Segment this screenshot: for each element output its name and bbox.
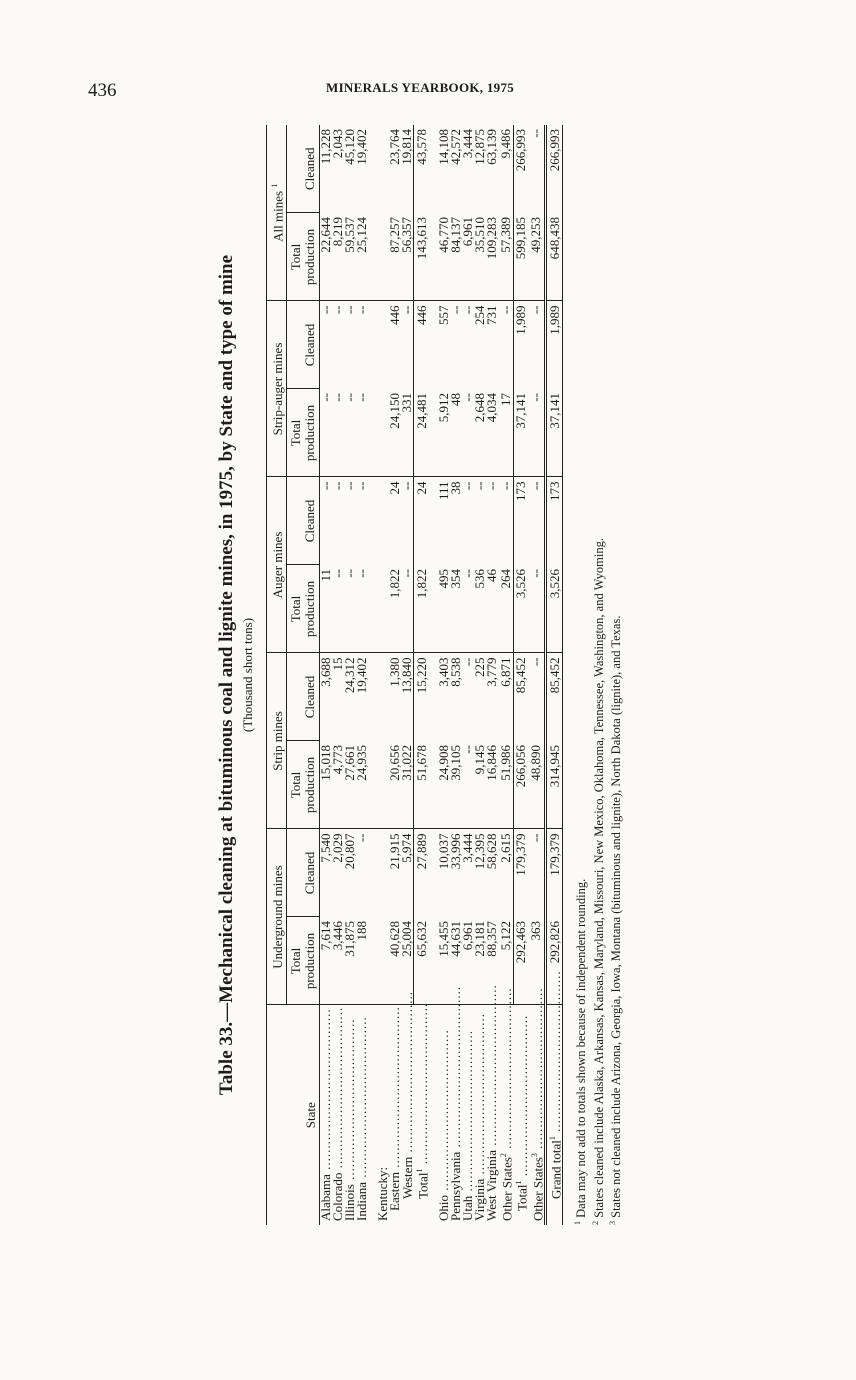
table-title: Table 33.—Mechanical cleaning at bituminous coal and lignite mines, in 1975, by State and type of mine [216, 254, 237, 1096]
table-cell: 354 [450, 565, 462, 653]
table-cell: 266,993 [513, 125, 528, 213]
table-cell: 2,648 [474, 389, 486, 477]
table-cell: 173 [546, 477, 563, 565]
table-cell: 3,688 [318, 657, 334, 687]
table-cell: -- [354, 833, 370, 843]
table-cell: 19,814 [399, 129, 415, 165]
table-cell: 599,185 [513, 213, 528, 301]
table-cell: 16,846 [486, 741, 498, 829]
table-row [513, 125, 528, 1225]
table-cell: 14,108 [436, 129, 452, 165]
table-cell: 446 [414, 301, 429, 389]
state-label: Total$^1$ ..... [513, 1005, 528, 1225]
state-label: Indiana ..... [356, 1005, 368, 1225]
table-cell: 7,614 [320, 917, 333, 1005]
table-cell: -- [528, 305, 544, 315]
table-cell: -- [460, 481, 476, 491]
table-cell: 25,124 [356, 213, 368, 301]
table-cell: 536 [474, 565, 486, 653]
table-cell: -- [401, 565, 414, 653]
state-label: Kentucky: [375, 1166, 391, 1221]
table-cell: 49,253 [529, 213, 546, 301]
table-cell: 495 [438, 565, 450, 653]
col-cleaned: Cleaned [287, 653, 320, 741]
rotated-table-block [215, 125, 635, 1225]
table-cell: 27,661 [344, 741, 356, 829]
table-cell: 20,807 [342, 833, 358, 870]
table-cell: -- [342, 481, 358, 491]
table-cell: 15,018 [320, 741, 333, 829]
table-cell: 48 [450, 389, 462, 477]
col-cleaned: Cleaned [287, 829, 320, 917]
table-cell: 42,572 [448, 129, 464, 165]
table-cell: 731 [484, 305, 500, 325]
table-cell: 264 [498, 565, 513, 653]
table-cell: 45,120 [342, 129, 358, 165]
table-cell: 179,379 [546, 829, 563, 917]
table-cell: 331 [401, 389, 414, 477]
table-cell: 15,220 [414, 653, 429, 741]
col-total-production: Total production [287, 565, 320, 653]
table-cell: 3,526 [546, 565, 563, 653]
table-cell: 31,022 [401, 741, 414, 829]
table-cell: 85,452 [546, 653, 563, 741]
table-cell: -- [462, 565, 474, 653]
state-label: Virginia ..... [474, 1005, 486, 1225]
table-cell: 15 [330, 657, 346, 671]
table-cell: 7,540 [318, 833, 334, 863]
table-cell: -- [318, 481, 334, 491]
table-cell: 2,615 [497, 833, 513, 863]
table-cell: 188 [356, 917, 368, 1005]
group-header-strip: Strip mines [267, 653, 287, 829]
table-cell: 446 [387, 305, 403, 325]
table-cell: 4,773 [332, 741, 344, 829]
footnote: $^1$ Data may not add to totals shown because of independent rounding. [573, 878, 589, 1225]
col-total-production: Total production [287, 213, 320, 301]
table-cell: 648,438 [546, 213, 563, 301]
table-cell: -- [497, 305, 513, 315]
table-cell: 143,613 [414, 213, 429, 301]
table-cell: 24,935 [356, 741, 368, 829]
table-cell: 51,678 [414, 741, 429, 829]
state-label: Total$^1$ ..... [414, 1005, 429, 1225]
table-cell: 24 [414, 477, 429, 565]
table-cell: 6,961 [462, 917, 474, 1005]
state-label: Eastern ..... [389, 1005, 401, 1225]
table-cell: 17 [498, 389, 513, 477]
table-cell: -- [330, 305, 346, 315]
table-row [546, 125, 563, 1225]
table-cell: -- [356, 389, 368, 477]
table-cell: 46 [486, 565, 498, 653]
table-cell: 48,890 [529, 741, 546, 829]
table-cell: -- [462, 389, 474, 477]
col-cleaned: Cleaned [287, 477, 320, 565]
table-cell: -- [528, 481, 544, 491]
table-cell: 39,105 [450, 741, 462, 829]
table-cell: -- [330, 481, 346, 491]
table-cell: -- [472, 481, 488, 491]
table-cell: 3,446 [332, 917, 344, 1005]
table-cell: 24,481 [414, 389, 429, 477]
table-cell: 225 [472, 657, 488, 677]
state-label: Illinois ..... [344, 1005, 356, 1225]
running-head: MINERALS YEARBOOK, 1975 [326, 80, 515, 95]
table-cell: 3,444 [460, 833, 476, 863]
table-cell: 24,150 [389, 389, 401, 477]
table-row [486, 125, 498, 1225]
table-cell: 3,526 [513, 565, 528, 653]
table-cell: 12,395 [472, 833, 488, 870]
table-cell: 65,632 [414, 917, 429, 1005]
table-cell: -- [528, 657, 544, 667]
table-cell: 37,141 [513, 389, 528, 477]
table-cell: 292,463 [513, 917, 528, 1005]
table-cell: 38 [448, 481, 464, 495]
table-cell: 10,037 [436, 833, 452, 870]
table-cell: 12,875 [472, 129, 488, 165]
table-cell: 314,945 [546, 741, 563, 829]
table-cell: 254 [472, 305, 488, 325]
table-cell: 57,389 [498, 213, 513, 301]
table-cell: 13,840 [399, 657, 415, 694]
table-cell: 557 [436, 305, 452, 325]
table-cell: 111 [436, 481, 452, 501]
col-cleaned: Cleaned [287, 125, 320, 213]
table-cell: 179,379 [513, 829, 528, 917]
state-label: Other States$^2$ ..... [498, 1005, 513, 1225]
table-cell: 6,871 [497, 657, 513, 687]
table-cell: 24 [387, 481, 403, 495]
table-cell: -- [342, 305, 358, 315]
table-row [356, 125, 368, 1225]
state-label: Alabama ..... [320, 1005, 333, 1225]
state-label: Western ..... [401, 1005, 414, 1225]
table-cell: 85,452 [513, 653, 528, 741]
col-total-production: Total production [287, 741, 320, 829]
state-label: Colorado ..... [332, 1005, 344, 1225]
table-cell: 292,826 [546, 917, 563, 1005]
table-cell: 24,312 [342, 657, 358, 694]
table-cell: 2,043 [330, 129, 346, 159]
table-cell: 58,628 [484, 833, 500, 870]
table-cell: -- [354, 305, 370, 315]
table-cell: 59,537 [344, 213, 356, 301]
table-cell: 20,656 [389, 741, 401, 829]
table-cell: 5,122 [498, 917, 513, 1005]
table-cell: 22,644 [320, 213, 333, 301]
footnote: $^3$ States not cleaned include Arizona, Georgia, Iowa, Montana (bituminous and lignite), North Dakota (lignite), and Texas. [607, 615, 623, 1225]
table-cell: 4,034 [486, 389, 498, 477]
state-label: Utah ..... [462, 1005, 474, 1225]
table-cell: -- [529, 389, 546, 477]
group-header-all-mines-label: All mines [270, 190, 286, 242]
table-cell: 8,219 [332, 213, 344, 301]
table-cell: 11 [320, 565, 333, 653]
table-cell: -- [318, 305, 334, 315]
table-cell: -- [497, 481, 513, 491]
table-cell: 109,283 [486, 213, 498, 301]
table-cell: 5,912 [438, 389, 450, 477]
table-cell: 1,989 [513, 301, 528, 389]
table-cell: -- [448, 305, 464, 315]
table-row [414, 125, 429, 1225]
table-cell: 266,993 [546, 125, 563, 213]
group-header-auger: Auger mines [267, 477, 287, 653]
table-cell: 88,357 [486, 917, 498, 1005]
table-cell: 23,181 [474, 917, 486, 1005]
table-cell: 46,770 [438, 213, 450, 301]
state-label: Other States$^3$ ..... [529, 1005, 546, 1225]
table-cell: -- [354, 481, 370, 491]
table-cell: 8,538 [448, 657, 464, 687]
table-cell: 44,631 [450, 917, 462, 1005]
state-label: Grand total$^1$ ..... [546, 1005, 563, 1225]
footnote-mark: 1 [270, 183, 279, 188]
table-cell: 1,989 [546, 301, 563, 389]
table-cell: 21,915 [387, 833, 403, 870]
table-cell: 9,486 [497, 129, 513, 159]
table-cell: -- [462, 741, 474, 829]
table-cell: -- [320, 389, 333, 477]
table-cell: 87,257 [389, 213, 401, 301]
table-cell: 19,402 [354, 657, 370, 694]
page-number: 436 [88, 80, 117, 101]
state-label: Pennsylvania ..... [450, 1005, 462, 1225]
col-total-production: Total production [287, 389, 320, 477]
table-cell: 363 [529, 917, 546, 1005]
col-cleaned: Cleaned [287, 301, 320, 389]
table-cell: 27,889 [414, 829, 429, 917]
table-cell: -- [332, 565, 344, 653]
footnote: $^2$ States cleaned include Alaska, Arkansas, Kansas, Maryland, Missouri, New Mexico, Oklahoma, Tennessee, Washington, and Wyoming. [590, 538, 606, 1225]
table-row [498, 125, 513, 1225]
table-cell: -- [344, 565, 356, 653]
coal-cleaning-table [266, 125, 563, 1225]
table-cell: -- [528, 833, 544, 843]
table-row [401, 125, 414, 1225]
group-header-strip-auger: Strip-auger mines [267, 301, 287, 477]
table-cell: 2,029 [330, 833, 346, 863]
table-cell: 173 [513, 477, 528, 565]
table-cell: 15,455 [438, 917, 450, 1005]
table-cell: 5,974 [399, 833, 415, 863]
table-cell: 1,380 [387, 657, 403, 687]
col-total-production: Total production [287, 917, 320, 1005]
table-cell: 84,137 [450, 213, 462, 301]
state-label: Ohio ..... [438, 1005, 450, 1225]
table-cell: 1,822 [389, 565, 401, 653]
table-cell: -- [484, 481, 500, 491]
table-cell: 3,444 [460, 129, 476, 159]
table-row [529, 125, 546, 1225]
table-cell: 31,875 [344, 917, 356, 1005]
table-cell: 23,764 [387, 129, 403, 165]
table-cell: 266,056 [513, 741, 528, 829]
table-cell: 40,628 [389, 917, 401, 1005]
footnotes [571, 125, 622, 1225]
table-cell: -- [460, 657, 476, 667]
table-cell: 43,578 [414, 125, 429, 213]
table-subtitle: (Thousand short tons) [240, 617, 255, 733]
group-header-all-mines [267, 125, 287, 301]
table-cell: 35,510 [474, 213, 486, 301]
table-cell: 37,141 [546, 389, 563, 477]
state-label: West Virginia ..... [486, 1005, 498, 1225]
table-cell: 6,961 [462, 213, 474, 301]
table-cell: -- [529, 565, 546, 653]
table-cell: 19,402 [354, 129, 370, 165]
table-cell: 51,986 [498, 741, 513, 829]
table-cell: 3,779 [484, 657, 500, 687]
state-column-header: State [267, 1005, 320, 1225]
table-cell: -- [332, 389, 344, 477]
table-cell: -- [356, 565, 368, 653]
table-cell: 11,228 [318, 129, 334, 165]
table-cell: -- [399, 305, 415, 315]
table-cell: -- [528, 129, 544, 138]
table-cell: -- [460, 305, 476, 315]
table-cell: 1,822 [414, 565, 429, 653]
table-cell: 56,357 [401, 213, 414, 301]
group-header-underground: Underground mines [267, 829, 287, 1005]
table-cell: 9,145 [474, 741, 486, 829]
table-body [320, 125, 563, 1225]
table-cell: -- [399, 481, 415, 491]
table-cell: 33,996 [448, 833, 464, 870]
table-cell: 25,004 [401, 917, 414, 1005]
table-cell: -- [344, 389, 356, 477]
table-cell: 24,908 [438, 741, 450, 829]
table-cell: 3,403 [436, 657, 452, 687]
table-cell: 63,139 [484, 129, 500, 165]
